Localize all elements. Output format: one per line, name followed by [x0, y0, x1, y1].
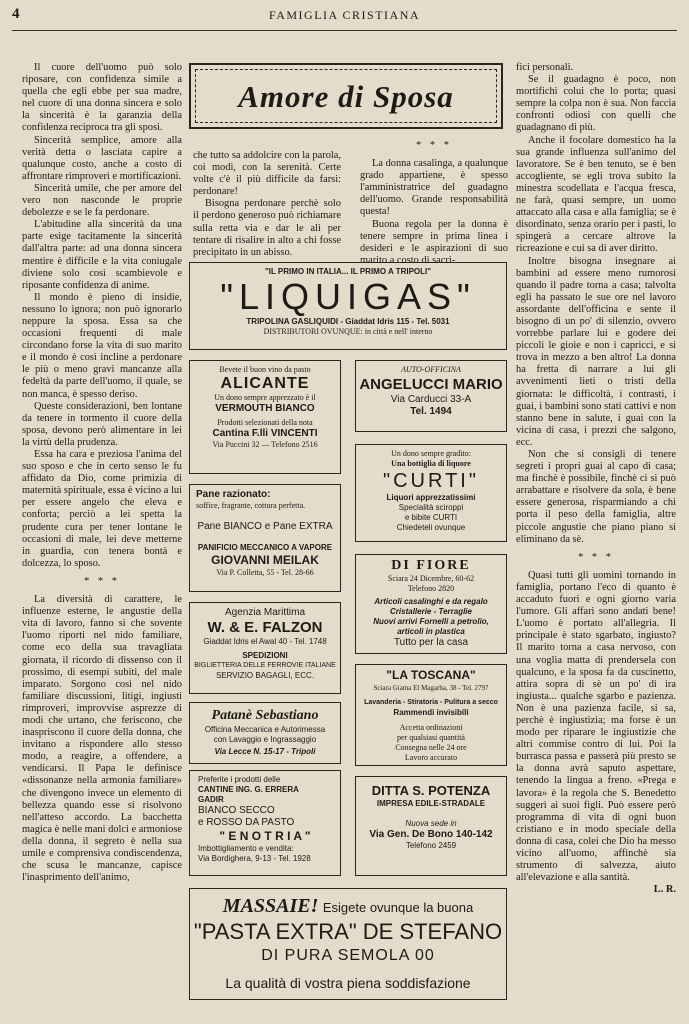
ad-de-stefano-line1 [190, 895, 506, 918]
ad-text: Sciara Giama El Magarba, 38 - Tel. 2797 [373, 684, 489, 692]
ad-text: Via P. Colletta, 55 - Tel. 28-66 [216, 568, 314, 577]
ad-text: e bibite CURTI [404, 513, 458, 522]
ad-text: GIOVANNI MEILAK [211, 553, 319, 567]
ad-text: PANIFICIO MECCANICO A VAPORE [197, 543, 333, 552]
paragraph: Inoltre bisogna insegnare ai bambini ad essere meno rumorosi quando il padre torna a casa; talvolta egli ha passato le sue ore nel lavoro assordante dell'officina e sente il bisogno di un po' di silenzio, ovvero vorrebbe parlare lui e godere dei piccoli le gioie e non i capricci, e si trova in mezzo a ben altro! La donna ha fretta di narrare a lui gli avvenimenti lieti o tristi della giornata: le difficoltà, i contrasti, i guai, i bambini sono stati cattivi e non stanno bene in salute, i guai con la vicina di casa, i prezzi che salgono, ecc. [516, 255, 676, 448]
ad-text: Cantina F.lli VINCENTI [212, 428, 318, 439]
ad-text: Bevete il buon vino da pasto [219, 365, 311, 374]
ad-text: GADIR [198, 795, 224, 804]
column-3 [360, 140, 508, 267]
ad-text: Liquori apprezzatissimi [386, 493, 476, 502]
section-divider: * * * [416, 140, 452, 151]
ad-di-fiore [355, 554, 507, 654]
ad-text: Via Gen. De Bono 140-142 [369, 829, 493, 840]
ad-text: "LA TOSCANA" [386, 668, 476, 682]
ad-text: Accetta ordinazioni [399, 723, 463, 732]
ad-text: "PASTA EXTRA" DE STEFANO [193, 919, 503, 944]
paragraph: fici personali. [516, 62, 574, 73]
ad-text: Via Puccini 32 — Telefono 2516 [212, 440, 318, 449]
ad-text: Tel. 1494 [410, 406, 452, 417]
ad-de-stefano [189, 888, 507, 1000]
column-4 [516, 62, 676, 896]
ad-text: Officina Meccanica e Autorimessa [204, 725, 326, 734]
ad-text: Consegna nelle 24 ore [395, 743, 467, 752]
ad-text: Lavoro accurato [404, 753, 458, 762]
ad-text: Un dono sempre apprezzato è il [214, 393, 316, 402]
ad-text: soffice, fragrante, cottura perfetta. [196, 501, 306, 510]
ad-curti [355, 444, 507, 542]
ad-text: Telefono 2820 [407, 584, 455, 593]
paragraph: Buona regola per la donna è tenere sempre in prima linea i desideri e le aspirazioni di suo marito a costo di sacri- [360, 218, 508, 266]
ad-text: Un dono sempre gradito: [391, 449, 471, 458]
ad-text: Via Carducci 33-A [390, 394, 472, 405]
column-2 [193, 150, 341, 259]
ad-text: BIANCO SECCO [198, 805, 275, 816]
ad-potenza [355, 776, 507, 876]
header-rule [12, 30, 677, 31]
ad-text: Esigete ovunque la buona [322, 900, 474, 915]
ad-text: CANTINE ING. G. ERRERA [198, 785, 299, 794]
paragraph: Bisogna perdonare perchè solo il perdono generoso può richiamare sulla retta via e dar le ali per tentare di risalire in alto a chi fosse precipitato in un abisso. [193, 198, 341, 258]
paragraph: Sincerità semplice, amore alla verità detta o lasciata capire a qualunque costo, anche a costo di affrontare rimproveri e mortificazioni. [22, 134, 182, 182]
ad-text: Pane razionato: [196, 489, 271, 500]
page-number: 4 [12, 6, 20, 22]
page-header [0, 6, 689, 28]
ad-text: Tutto per la casa [393, 637, 469, 648]
ad-text: SERVIZIO BAGAGLI, ECC. [215, 671, 315, 680]
ad-text: con Lavaggio e Ingrassaggio [213, 735, 317, 744]
paragraph: Il cuore dell'uomo può solo riposare, con confidenza simile a quella che egli ebbe per sua madre, nel cuore di una donna sincera e solo la sincerità è la garanzia della confidenza reciproca tra gli sposi. [22, 62, 182, 134]
ad-text: e ROSSO DA PASTO [198, 817, 295, 828]
paragraph: La diversità di carattere, le influenze esterne, le angustie della vita di lavoro, fanno sì che sovente l'uomo riporti nel nido familiare, come eco della sua travagliata giornata, il ricordo di dissenso con il prossimo, di esempi subiti, del male imparato. Sorgono così nel nido familiare discussioni, litigi, ingiusti rimproveri, improvvise asprezze di modi che urtano, che feriscono, che inaspriscono il cuore della donna, che invitano a rispondere allo stesso modo, a reagire, a offendere, a vendicarsi. Il Papa le definisce «dissonanze nella armonia familiare» che divengono invece un elemento di bellezza quando esse si risolvono nell'atteso accordo. La bacchetta magica è nelle mani dolci e armoniose della donna, il segreto è nella sua umile e comprensiva condiscendenza, che scusa le mancanze, capisce l'inasprimento dell'animo, [22, 594, 182, 884]
ad-text: La qualità di vostra piena soddisfazione [225, 975, 471, 991]
paragraph: Se il guadagno è poco, non mortifichi colui che lo porta; quasi sempre la colpa non è sua. Non faccia confronti odiosi con quelli che guadagnano di più. [516, 74, 676, 134]
ad-text: AUTO-OFFICINA [401, 365, 461, 374]
column-1 [22, 62, 182, 884]
paragraph: La donna casalinga, a qualunque grado appartiene, è spesso l'amministratrice del guadagno dell'uomo. Grande responsabilità questa! [360, 158, 508, 218]
ad-text: DITTA S. POTENZA [371, 783, 491, 798]
ad-text: Chiedeteli ovunque [396, 523, 466, 532]
ad-text: Via Bordighera, 9-13 - Tel. 1928 [198, 854, 311, 863]
section-divider: * * * [578, 551, 614, 563]
paragraph: Anche il focolare domestico ha la sua grande influenza sull'animo del lavoratore. Se è ben tenuto, se è ben accogliente, se egli trova subito la minestra scodellata e l'acqua fresca, ne farà, quasi sempre, un uomo attaccato alla casa e alla famiglia; se è disordinato, senza orario per i pasti, lo spingerà a cercare altrove la ricreazione e cui sa di aver diritto. [516, 134, 676, 255]
ad-text: Nuova sede in [405, 819, 457, 828]
ad-liquigas [189, 262, 507, 350]
ad-text: VERMOUTH BIANCO [215, 403, 315, 414]
paragraph: Essa ha cara e preziosa l'anima del suo sposo e che in certo senso le fu affidato da Dio, come primizia di maternità spirituale, essa è vicino a lui per essere angelo che eleva e conforta; perciò a lei spetta la prudente cura per tener lontane le occasioni di male, lei deve metterne in guardia, con tenera bontà e dolcezza, lo sposo. [22, 449, 182, 569]
ad-text: Rammendi invisibili [393, 708, 469, 717]
ad-liquigas-address: TRIPOLINA GASLIQUIDI - Giaddat Idris 115 - Tel. 5031 [246, 317, 450, 326]
ad-text: Lavanderia - Stiratoria - Pulitura a secco [364, 699, 498, 706]
ad-text: DI FIORE [391, 558, 471, 573]
article-title-box [189, 63, 503, 129]
ad-text: Pane BIANCO e Pane EXTRA [197, 521, 333, 532]
paragraph: L'abitudine alla sincerità da una parte esige tacitamente la sincerità dall'altra parte: ad una donna sincera mentire è difficile e la vita coniugale diviene solo così scambievole e riposante confidenza di anime. [22, 219, 182, 291]
paragraph: Il mondo è pieno di insidie, nessuno lo ignora; non può ignorarlo neppure la sposa. Essa sa che occasioni frequenti di male circondano forse la vita di suo marito e il mondo è così incline a perdonare le più o meno gravi mancanze alla fedeltà da parte dell'uomo, il quale, se non manca, è spesso deriso. [22, 291, 182, 400]
article-signature: L. R. [653, 884, 676, 896]
ad-text: Specialità sciroppi [398, 503, 464, 512]
ad-text: Agenzia Marittima [224, 607, 306, 618]
magazine-name: FAMIGLIA CRISTIANA [268, 8, 421, 22]
ad-text: Nuovi arrivi Fornelli a petrolio, [373, 617, 489, 626]
ad-meilak [189, 484, 341, 592]
ad-la-toscana [355, 664, 507, 766]
ad-text: Imbottigliamento e vendita: [198, 844, 294, 853]
paragraph: Quasi tutti gli uomini tornando in famiglia, portano l'eco di quanto è accaduto fuori e ogni giorno varia l'umore. Gli affari sono andati bene! L'uomo è portato all'allegria. Il principale è stato sgarbato, ingiusto? Il marito torna a casa nervoso, con una voglia matta di prendersela con qualcuno, e la sposa fa da cuscinetto, attira sopra di sè un po' di ira ingiusta... qualche sgarbo e pazienza. Non è una pazienza facile, si sa, perchè è ingiustizia; ma forse è un modo per riparare le ingiustizie che altri commise contro di lui. Poi la burrasca passa e passerà più presto se la donna avrà saputo aspettare, tenendo la lingua a freno. «Prega e lavora» è la regola che S. Benedetto suggerì ai suoi figli. Può essere però programma di vita di ogni buon cristiano e in modo speciale della donna di casa, colei che Dio ha messo vicino all'uomo, affinchè sia strumento di salvezza, aiuto all'elevazione e alla santità. [516, 569, 676, 884]
ad-text: W. & E. FALZON [207, 619, 323, 636]
ad-text: ANGELUCCI MARIO [359, 376, 503, 393]
ad-angelucci [355, 360, 507, 432]
ad-text: Telefono 2459 [405, 841, 457, 850]
ad-text: Una bottiglia di liquore [391, 459, 471, 468]
ad-text: " E N O T R I A " [219, 829, 311, 843]
ad-text: Prodotti selezionati della nota [217, 418, 313, 427]
ad-text: Giaddat Idris el Awal 40 - Tel. 1748 [203, 637, 327, 646]
ad-falzon [189, 602, 341, 694]
ad-text: BIGLIETTERIA DELLE FERROVIE ITALIANE [194, 662, 336, 669]
ad-liquigas-brand: "LIQUIGAS" [220, 277, 476, 317]
ad-text: SPEDIZIONI [242, 651, 288, 660]
paragraph: Queste considerazioni, ben lontane da tenere in tormento il cuore della sposa, devono però alimentare in lei la virtù della prudenza. [22, 400, 182, 448]
ad-text: ALICANTE [220, 375, 310, 392]
ad-text: Preferite i prodotti delle [198, 775, 281, 784]
paragraph: che tutto sa addolcire con la parola, coi modi, con la serenità. Certe volte c'è il più difficile da farsi: perdonare! [193, 150, 341, 198]
paragraph: Non che si consigli di tenere segreti i propri guai al capo di casa; ma finchè è possibile, finchè ci si può arrabattare e risolvere da sola, è bene essere generosa, risparmiando a chi porta il peso della famiglia, altre piccole angustie che piano piano si eliminano da sè. [516, 449, 676, 545]
ad-text: Sciara 24 Dicembre, 60-62 [387, 574, 475, 583]
ad-liquigas-slogan: "IL PRIMO IN ITALIA... IL PRIMO A TRIPOLI" [264, 267, 432, 276]
ad-text: articoli in plastica [397, 627, 465, 636]
ad-text: Cristallerie - Terraglie [390, 607, 472, 616]
section-divider: * * * [84, 575, 120, 587]
ad-text: MASSAIE! [222, 895, 319, 917]
ad-text: IMPRESA EDILE-STRADALE [376, 799, 486, 808]
ad-text: DI PURA SEMOLA 00 [261, 947, 435, 964]
ad-text: Patanè Sebastiano [211, 708, 319, 723]
paragraph: Sincerità umile, che per amore del vero non nasconde le proprie debolezze e se le fa perdonare. [22, 182, 182, 219]
ad-text: "CURTI" [383, 470, 479, 492]
ad-patane [189, 702, 341, 764]
ad-alicante [189, 360, 341, 474]
ad-liquigas-distributors: DISTRIBUTORI OVUNQUE: in città e nell' interno [263, 327, 433, 336]
ad-text: Articoli casalinghi e da regalo [374, 597, 488, 606]
ad-text: Via Lecce N. 15-17 - Tripoli [214, 747, 316, 756]
article-title: Amore di Sposa [238, 79, 454, 114]
ad-text: per qualsiasi quantità [397, 733, 465, 742]
ad-enotria [189, 770, 341, 876]
